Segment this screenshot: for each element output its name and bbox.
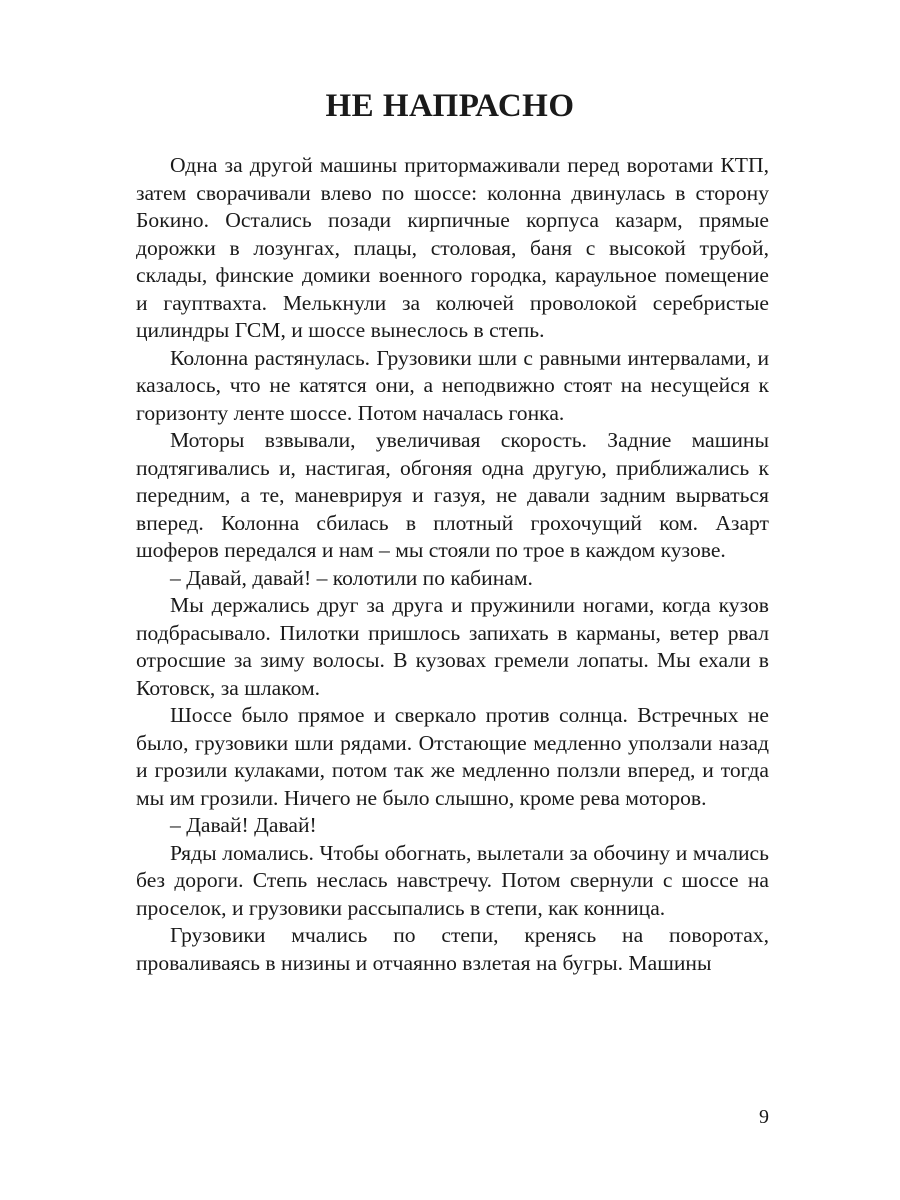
chapter-body (136, 152, 769, 977)
paragraph: Моторы взвывали, увеличивая скорость. Задние машины подтягивались и, настигая, обгоняя одна другую, приближались к передним, а те, маневрируя и газуя, не давали задним вырваться вперед. Колонна сбилась в плотный грохочущий ком. Азарт шоферов передался и нам – мы стояли по трое в каждом кузове. (136, 428, 769, 562)
paragraph: Грузовики мчались по степи, кренясь на поворотах, проваливаясь в низины и отчаянно взлетая на бугры. Машины (136, 923, 769, 975)
paragraph: Мы держались друг за друга и пружинили ногами, когда кузов подбрасывало. Пилотки пришлось запихать в карманы, ветер рвал отросшие за зиму волосы. В кузовах гремели лопаты. Мы ехали в Котовск, за шлаком. (136, 593, 769, 700)
paragraph: Ряды ломались. Чтобы обогнать, вылетали за обочину и мчались без дороги. Степь неслась навстречу. Потом свернули с шоссе на проселок, и грузовики рассыпались в степи, как конница. (136, 840, 769, 920)
paragraph: Одна за другой машины притормаживали перед воротами КТП, затем сворачивали влево по шоссе: колонна двинулась в сторону Бокино. Остались позади кирпичные корпуса казарм, прямые дорожки в лозунгах, плацы, столовая, баня с высокой трубой, склады, финские домики военного городка, караульное помещение и гауптвахта. Мелькнули за колючей проволокой серебристые цилиндры ГСМ, и шоссе вынеслось в степь. (136, 153, 769, 342)
dialogue-line: – Давай, давай! – колотили по кабинам. (170, 565, 533, 590)
page-number: 9 (759, 1106, 769, 1128)
dialogue-line: – Давай! Давай! (170, 813, 317, 837)
paragraph: Колонна растянулась. Грузовики шли с равными интервалами, и казалось, что не катятся они, а неподвижно стоят на несущейся к горизонту ленте шоссе. Потом началась гонка. (136, 345, 769, 425)
paragraph: Шоссе было прямое и сверкало против солнца. Встречных не было, грузовики шли рядами. Отстающие медленно уползали назад и грозили кулаками, потом так же медленно ползли вперед, и тогда мы им грозили. Ничего не было слышно, кроме рева моторов. (136, 703, 769, 810)
chapter-title: НЕ НАПРАСНО (325, 88, 575, 124)
